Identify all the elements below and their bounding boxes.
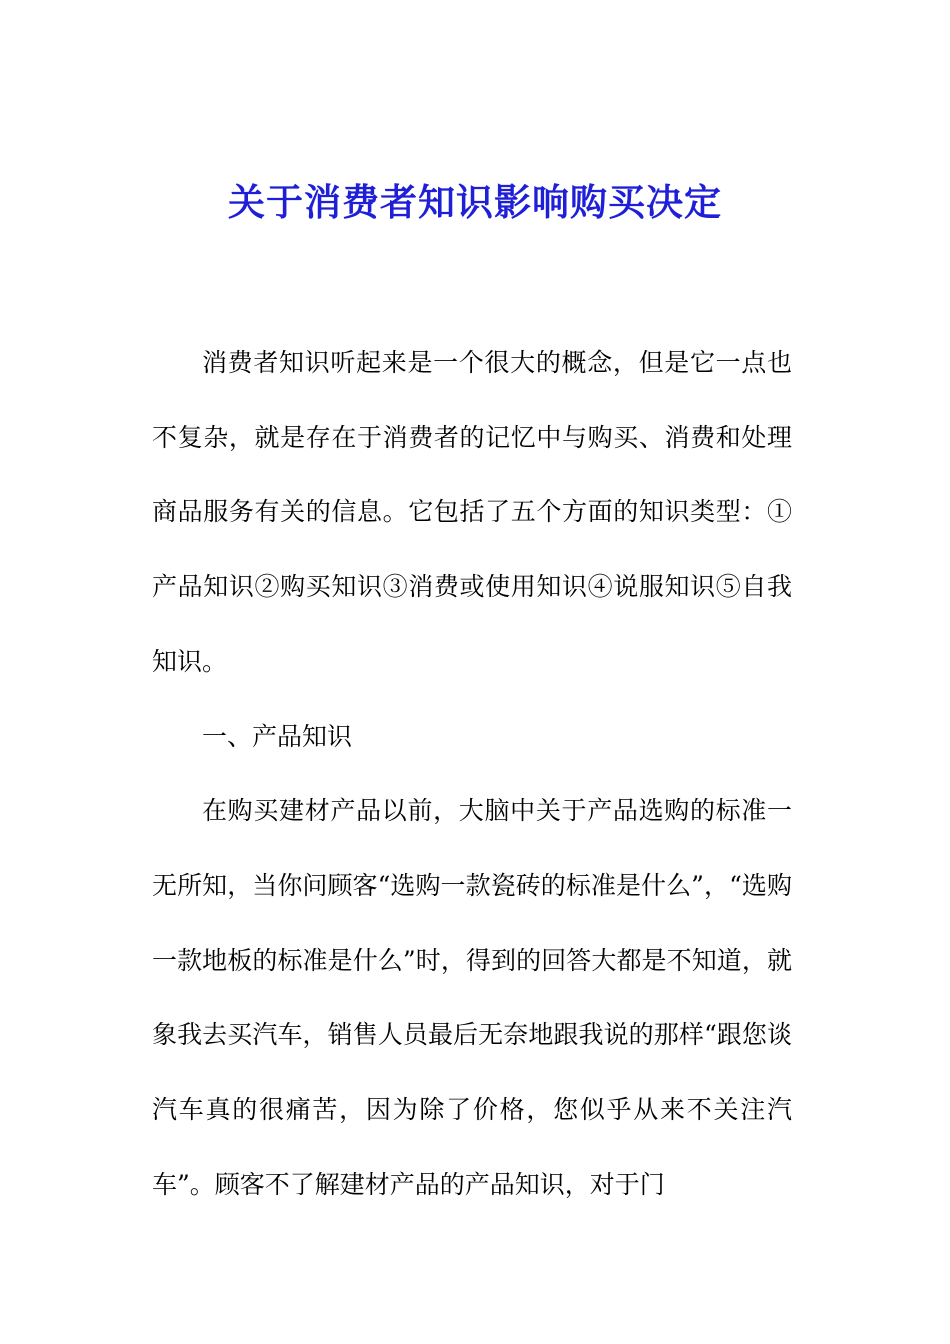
paragraph-product-knowledge: 在购买建材产品以前，大脑中关于产品选购的标准一无所知，当你问顾客“选购一款瓷砖的标准是什么”，“选购一款地板的标准是什么”时，得到的回答大都是不知道，就象我去买汽车，销售人员最后无奈地跟我说的那样“跟您谈汽车真的很痛苦，因为除了价格，您似乎从来不关注汽车”。顾客不了解建材产品的产品知识，对于门 [152,796,792,1199]
document-body [152,326,792,1222]
section-heading-product-knowledge: 一、产品知识 [202,721,353,751]
document-title: 关于消费者知识影响购买决定 [228,180,722,224]
paragraph-consumer-knowledge-intro: 消费者知识听起来是一个很大的概念，但是它一点也不复杂，就是存在于消费者的记忆中与购买、消费和处理商品服务有关的信息。它包括了五个方面的知识类型：①产品知识②购买知识③消费或使用知识④说服知识⑤自我知识。 [152,348,792,676]
